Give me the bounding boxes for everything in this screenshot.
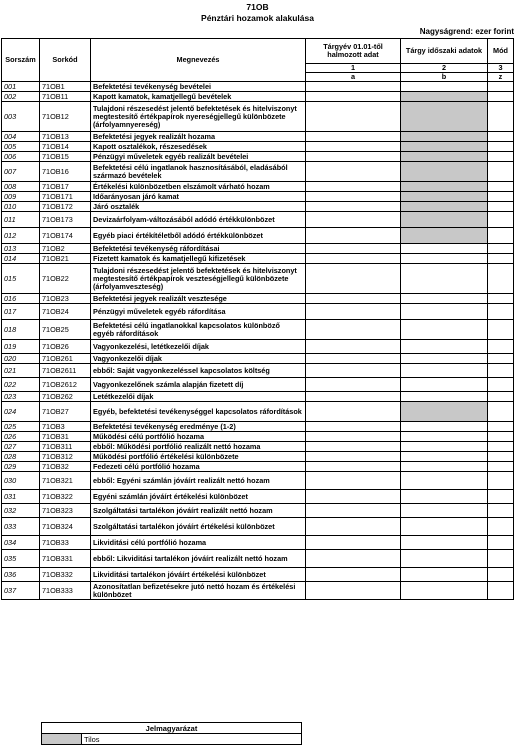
table-row [2, 518, 514, 536]
row-number: 024 [2, 402, 40, 422]
table-row [2, 340, 514, 354]
value-cell-a[interactable] [306, 92, 401, 102]
value-cell-b[interactable] [401, 518, 488, 536]
value-cell-b [401, 202, 488, 212]
mod-cell[interactable] [488, 202, 514, 212]
row-number: 028 [2, 452, 40, 462]
value-cell-b[interactable] [401, 550, 488, 568]
row-description: Befektetési célú ingatlanokkal kapcsolatos különböző egyéb ráfordítások [91, 320, 306, 340]
value-cell-a[interactable] [306, 504, 401, 518]
value-cell-b[interactable] [401, 264, 488, 294]
table-row [2, 182, 514, 192]
value-cell-b[interactable] [401, 582, 488, 600]
row-number: 026 [2, 432, 40, 442]
table-row [2, 212, 514, 228]
value-cell-b[interactable] [401, 294, 488, 304]
value-cell-b[interactable] [401, 442, 488, 452]
row-number: 019 [2, 340, 40, 354]
header-col1: Tárgyév 01.01-től halmozott adat [306, 39, 401, 64]
table-row [2, 202, 514, 212]
mod-cell[interactable] [488, 378, 514, 392]
table-row [2, 132, 514, 142]
form-code: 71OB [246, 2, 269, 12]
value-cell-a[interactable] [306, 422, 401, 432]
value-cell-a[interactable] [306, 162, 401, 182]
value-cell-a[interactable] [306, 582, 401, 600]
table-row [2, 432, 514, 442]
row-number: 032 [2, 504, 40, 518]
value-cell-b[interactable] [401, 364, 488, 378]
row-description: Időarányosan járó kamat [91, 192, 306, 202]
row-description: Tulajdoni részesedést jelentő befektetések és hitelviszonyt megtestesítő értékpapírok nyereségjellegű különbözete (árfolyamnyereség) [91, 102, 306, 132]
row-code: 71OB17 [40, 182, 91, 192]
table-row [2, 392, 514, 402]
mod-cell[interactable] [488, 192, 514, 202]
table-row [2, 162, 514, 182]
value-cell-a[interactable] [306, 202, 401, 212]
row-number: 034 [2, 536, 40, 550]
mod-cell[interactable] [488, 582, 514, 600]
mod-cell[interactable] [488, 264, 514, 294]
row-description: Szolgáltatási tartalékon jóváírt értékelési különbözet [91, 518, 306, 536]
mod-cell[interactable] [488, 228, 514, 244]
table-row [2, 354, 514, 364]
table-row [2, 536, 514, 550]
row-number: 009 [2, 192, 40, 202]
value-cell-b [401, 402, 488, 422]
row-description: Devizaárfolyam-változásából adódó értékkülönbözet [91, 212, 306, 228]
header-num-1: 1 [306, 64, 401, 73]
table-row [2, 244, 514, 254]
value-cell-b [401, 212, 488, 228]
mod-cell[interactable] [488, 320, 514, 340]
value-cell-b [401, 152, 488, 162]
row-code: 71OB23 [40, 294, 91, 304]
header-col3: Mód [488, 39, 514, 64]
row-number: 013 [2, 244, 40, 254]
mod-cell[interactable] [488, 82, 514, 92]
row-code: 71OB33 [40, 536, 91, 550]
mod-cell[interactable] [488, 402, 514, 422]
row-code: 71OB323 [40, 504, 91, 518]
header-letter-b: b [401, 73, 488, 82]
row-code: 71OB3 [40, 422, 91, 432]
mod-cell[interactable] [488, 354, 514, 364]
row-code: 71OB332 [40, 568, 91, 582]
value-cell-a[interactable] [306, 452, 401, 462]
row-description: Értékelési különbözetben elszámolt várható hozam [91, 182, 306, 192]
mod-cell[interactable] [488, 392, 514, 402]
table-row [2, 442, 514, 452]
value-cell-a[interactable] [306, 490, 401, 504]
value-cell-b[interactable] [401, 82, 488, 92]
header-letter-z: z [488, 73, 514, 82]
value-cell-b[interactable] [401, 504, 488, 518]
row-number: 022 [2, 378, 40, 392]
mod-cell[interactable] [488, 304, 514, 320]
table-row [2, 550, 514, 568]
row-code: 71OB32 [40, 462, 91, 472]
value-cell-b[interactable] [401, 354, 488, 364]
row-code: 71OB261 [40, 354, 91, 364]
table-row [2, 82, 514, 92]
row-description: ebből: Likviditási tartalékon jóváírt realizált nettó hozam [91, 550, 306, 568]
table-row [2, 264, 514, 294]
row-number: 004 [2, 132, 40, 142]
value-cell-a[interactable] [306, 264, 401, 294]
mod-cell[interactable] [488, 244, 514, 254]
report-table [1, 38, 514, 600]
row-code: 71OB1 [40, 82, 91, 92]
mod-cell[interactable] [488, 536, 514, 550]
row-number: 025 [2, 422, 40, 432]
value-cell-a[interactable] [306, 182, 401, 192]
mod-cell[interactable] [488, 294, 514, 304]
value-cell-a[interactable] [306, 254, 401, 264]
mod-cell[interactable] [488, 132, 514, 142]
row-description: Egyéb piaci értékítéletből adódó értékkülönbözet [91, 228, 306, 244]
table-row [2, 92, 514, 102]
mod-cell[interactable] [488, 442, 514, 452]
legend-label: Tilos [82, 734, 302, 745]
row-number: 020 [2, 354, 40, 364]
row-description: Befektetési jegyek realizált hozama [91, 132, 306, 142]
table-row [2, 254, 514, 264]
row-description: Likviditási tartalékon jóváírt értékelési különbözet [91, 568, 306, 582]
mod-cell[interactable] [488, 432, 514, 442]
row-description: Tulajdoni részesedést jelentő befektetések és hitelviszonyt megtestesítő értékpapírok veszteségjellegű különbözete (árfolyamveszteség) [91, 264, 306, 294]
row-description: Azonosítatlan befizetésekre jutó nettó hozam és értékelési különbözet [91, 582, 306, 600]
table-row [2, 462, 514, 472]
row-description: Fedezeti célú portfólió hozama [91, 462, 306, 472]
value-cell-a[interactable] [306, 550, 401, 568]
mod-cell[interactable] [488, 152, 514, 162]
value-cell-a[interactable] [306, 392, 401, 402]
row-code: 71OB322 [40, 490, 91, 504]
table-row [2, 452, 514, 462]
value-cell-a[interactable] [306, 340, 401, 354]
row-number: 005 [2, 142, 40, 152]
value-cell-a[interactable] [306, 142, 401, 152]
row-number: 027 [2, 442, 40, 452]
value-cell-b [401, 132, 488, 142]
value-cell-b [401, 102, 488, 132]
value-cell-b[interactable] [401, 452, 488, 462]
row-number: 030 [2, 472, 40, 490]
value-cell-a[interactable] [306, 102, 401, 132]
row-description: Vagyonkezelési, letétkezelői díjak [91, 340, 306, 354]
table-row [2, 320, 514, 340]
row-description: Letétkezelői díjak [91, 392, 306, 402]
value-cell-a[interactable] [306, 82, 401, 92]
row-number: 021 [2, 364, 40, 378]
row-code: 71OB14 [40, 142, 91, 152]
mod-cell[interactable] [488, 550, 514, 568]
row-code: 71OB262 [40, 392, 91, 402]
table-row [2, 582, 514, 600]
table-row [2, 102, 514, 132]
table-row [2, 504, 514, 518]
row-description: Befektetési célú ingatlanok hasznosításából, eladásából származó bevételek [91, 162, 306, 182]
value-cell-a[interactable] [306, 518, 401, 536]
row-description: ebből: Működési portfólió realizált nettó hozama [91, 442, 306, 452]
row-description: Befektetési jegyek realizált vesztesége [91, 294, 306, 304]
row-code: 71OB21 [40, 254, 91, 264]
row-number: 011 [2, 212, 40, 228]
header-letter-a: a [306, 73, 401, 82]
row-code: 71OB2 [40, 244, 91, 254]
row-code: 71OB173 [40, 212, 91, 228]
mod-cell[interactable] [488, 142, 514, 152]
value-cell-a[interactable] [306, 354, 401, 364]
row-description: Pénzügyi műveletek egyéb realizált bevételei [91, 152, 306, 162]
value-cell-a[interactable] [306, 132, 401, 142]
row-code: 71OB333 [40, 582, 91, 600]
table-row [2, 378, 514, 392]
header-sorszam: Sorszám [2, 39, 40, 82]
value-cell-a[interactable] [306, 228, 401, 244]
row-number: 036 [2, 568, 40, 582]
row-code: 71OB2612 [40, 378, 91, 392]
mod-cell[interactable] [488, 462, 514, 472]
header-megnevezes: Megnevezés [91, 39, 306, 82]
row-number: 035 [2, 550, 40, 568]
value-cell-b[interactable] [401, 340, 488, 354]
value-cell-b[interactable] [401, 490, 488, 504]
mod-cell[interactable] [488, 422, 514, 432]
table-row [2, 402, 514, 422]
value-cell-b [401, 92, 488, 102]
value-cell-b[interactable] [401, 462, 488, 472]
row-number: 001 [2, 82, 40, 92]
row-description: Járó osztalék [91, 202, 306, 212]
row-code: 71OB26 [40, 340, 91, 354]
row-code: 71OB31 [40, 432, 91, 442]
row-code: 71OB172 [40, 202, 91, 212]
value-cell-b[interactable] [401, 304, 488, 320]
value-cell-b[interactable] [401, 432, 488, 442]
value-cell-b [401, 182, 488, 192]
row-code: 71OB311 [40, 442, 91, 452]
value-cell-b[interactable] [401, 568, 488, 582]
table-row [2, 152, 514, 162]
row-code: 71OB13 [40, 132, 91, 142]
row-description: Befektetési tevékenység ráfordításai [91, 244, 306, 254]
value-cell-b[interactable] [401, 536, 488, 550]
row-number: 003 [2, 102, 40, 132]
row-description: Vagyonkezelőnek számla alapján fizetett díj [91, 378, 306, 392]
row-code: 71OB331 [40, 550, 91, 568]
value-cell-b[interactable] [401, 320, 488, 340]
row-number: 033 [2, 518, 40, 536]
row-code: 71OB22 [40, 264, 91, 294]
header-num-2: 2 [401, 64, 488, 73]
row-description: Kapott kamatok, kamatjellegű bevételek [91, 92, 306, 102]
row-number: 029 [2, 462, 40, 472]
form-title: Pénztári hozamok alakulása [201, 13, 314, 23]
mod-cell[interactable] [488, 472, 514, 490]
header-col2: Tárgy időszaki adatok [401, 39, 488, 64]
row-code: 71OB321 [40, 472, 91, 490]
row-number: 010 [2, 202, 40, 212]
value-cell-a[interactable] [306, 378, 401, 392]
row-number: 017 [2, 304, 40, 320]
row-code: 71OB25 [40, 320, 91, 340]
table-row [2, 422, 514, 432]
mod-cell[interactable] [488, 212, 514, 228]
mod-cell[interactable] [488, 92, 514, 102]
value-cell-a[interactable] [306, 432, 401, 442]
table-row [2, 228, 514, 244]
row-description: Egyéb, befektetési tevékenységgel kapcsolatos ráfordítások [91, 402, 306, 422]
row-code: 71OB171 [40, 192, 91, 202]
value-cell-a[interactable] [306, 244, 401, 254]
row-code: 71OB11 [40, 92, 91, 102]
value-cell-b [401, 162, 488, 182]
row-description: Fizetett kamatok és kamatjellegű kifizetések [91, 254, 306, 264]
row-description: ebből: Egyéni számlán jóváírt realizált nettó hozam [91, 472, 306, 490]
row-number: 012 [2, 228, 40, 244]
value-cell-a[interactable] [306, 294, 401, 304]
row-code: 71OB312 [40, 452, 91, 462]
row-description: Befektetési tevékenység eredménye (1-2) [91, 422, 306, 432]
row-code: 71OB12 [40, 102, 91, 132]
value-cell-a[interactable] [306, 320, 401, 340]
value-cell-a[interactable] [306, 462, 401, 472]
value-cell-b[interactable] [401, 422, 488, 432]
value-cell-b[interactable] [401, 244, 488, 254]
row-code: 71OB2611 [40, 364, 91, 378]
mod-cell[interactable] [488, 162, 514, 182]
row-description: Befektetési tevékenység bevételei [91, 82, 306, 92]
row-description: ebből: Saját vagyonkezeléssel kapcsolatos költség [91, 364, 306, 378]
row-description: Működési portfólió értékelési különbözete [91, 452, 306, 462]
row-description: Egyéni számlán jóváírt értékelési különbözet [91, 490, 306, 504]
row-code: 71OB16 [40, 162, 91, 182]
header-num-3: 3 [488, 64, 514, 73]
mod-cell[interactable] [488, 452, 514, 462]
legend-title: Jelmagyarázat [42, 723, 302, 734]
table-row [2, 142, 514, 152]
row-code: 71OB24 [40, 304, 91, 320]
value-cell-a[interactable] [306, 472, 401, 490]
row-number: 006 [2, 152, 40, 162]
row-number: 018 [2, 320, 40, 340]
row-number: 008 [2, 182, 40, 192]
mod-cell[interactable] [488, 504, 514, 518]
legend [41, 722, 302, 745]
table-row [2, 568, 514, 582]
row-description: Likviditási célú portfólió hozama [91, 536, 306, 550]
value-cell-a[interactable] [306, 568, 401, 582]
row-description: Működési célú portfólió hozama [91, 432, 306, 442]
value-cell-b[interactable] [401, 378, 488, 392]
row-number: 002 [2, 92, 40, 102]
mod-cell[interactable] [488, 364, 514, 378]
magnitude-note: Nagyságrend: ezer forint [419, 27, 514, 36]
value-cell-b [401, 228, 488, 244]
mod-cell[interactable] [488, 102, 514, 132]
mod-cell[interactable] [488, 518, 514, 536]
value-cell-a[interactable] [306, 152, 401, 162]
table-row [2, 304, 514, 320]
table-row [2, 490, 514, 504]
value-cell-b[interactable] [401, 254, 488, 264]
row-number: 016 [2, 294, 40, 304]
value-cell-a[interactable] [306, 192, 401, 202]
row-code: 71OB27 [40, 402, 91, 422]
value-cell-a[interactable] [306, 442, 401, 452]
row-description: Pénzügyi műveletek egyéb ráfordítása [91, 304, 306, 320]
table-row [2, 294, 514, 304]
row-description: Vagyonkezelői díjak [91, 354, 306, 364]
row-number: 037 [2, 582, 40, 600]
value-cell-a[interactable] [306, 304, 401, 320]
table-row [2, 472, 514, 490]
row-code: 71OB174 [40, 228, 91, 244]
mod-cell[interactable] [488, 340, 514, 354]
mod-cell[interactable] [488, 490, 514, 504]
value-cell-b [401, 192, 488, 202]
value-cell-b [401, 142, 488, 152]
mod-cell[interactable] [488, 254, 514, 264]
table-row [2, 192, 514, 202]
value-cell-b[interactable] [401, 392, 488, 402]
header-sorkod: Sorkód [40, 39, 91, 82]
row-number: 014 [2, 254, 40, 264]
row-description: Kapott osztalékok, részesedések [91, 142, 306, 152]
value-cell-a[interactable] [306, 536, 401, 550]
row-description: Szolgáltatási tartalékon jóváírt realizált nettó hozam [91, 504, 306, 518]
value-cell-a[interactable] [306, 212, 401, 228]
mod-cell[interactable] [488, 568, 514, 582]
row-number: 023 [2, 392, 40, 402]
row-number: 031 [2, 490, 40, 504]
mod-cell[interactable] [488, 182, 514, 192]
table-row [2, 364, 514, 378]
row-code: 71OB15 [40, 152, 91, 162]
value-cell-a[interactable] [306, 402, 401, 422]
value-cell-b[interactable] [401, 472, 488, 490]
row-code: 71OB324 [40, 518, 91, 536]
row-number: 007 [2, 162, 40, 182]
value-cell-a[interactable] [306, 364, 401, 378]
legend-swatch [42, 734, 82, 745]
row-number: 015 [2, 264, 40, 294]
